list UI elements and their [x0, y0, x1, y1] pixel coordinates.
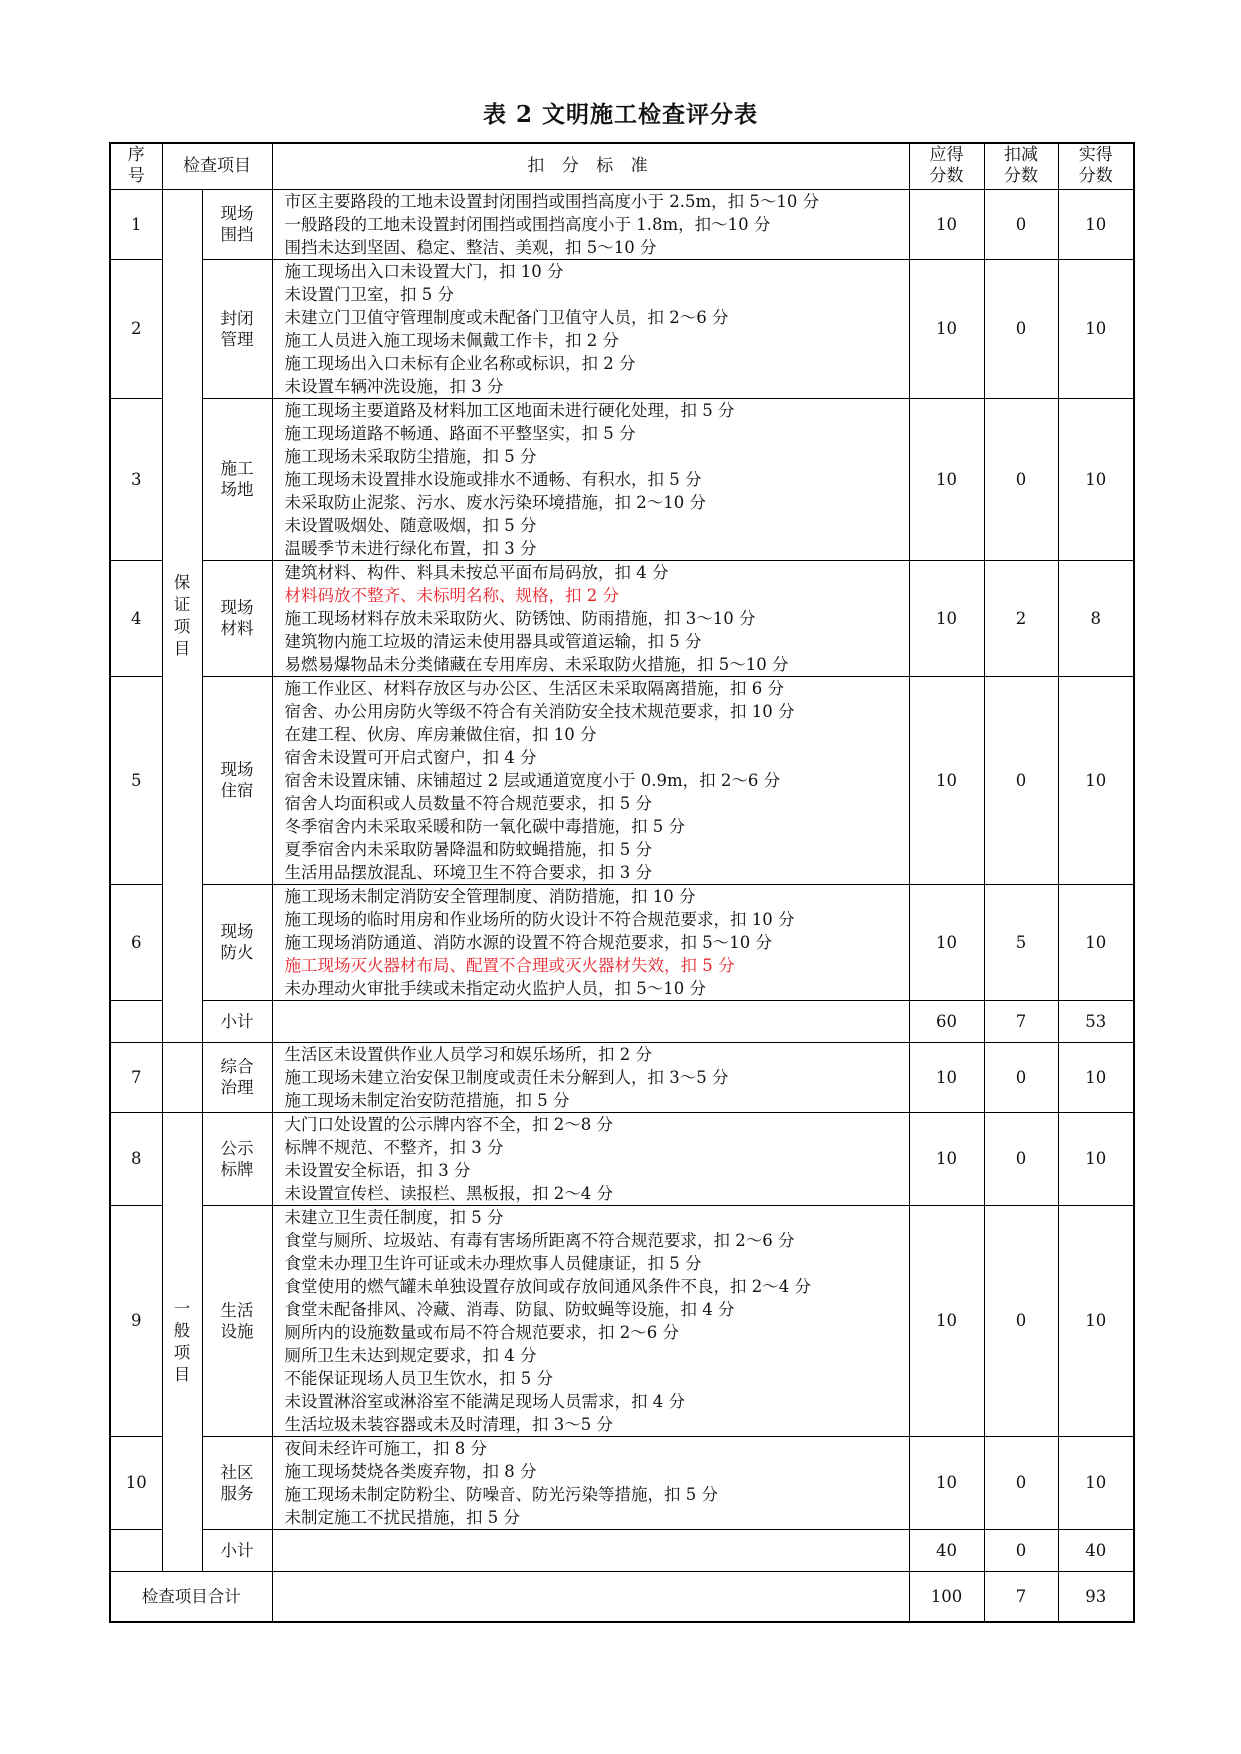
standard-line: 施工现场消防通道、消防水源的设置不符合规范要求，扣 5～10 分 — [284, 932, 772, 952]
standard-line: 不能保证现场人员卫生饮水，扣 5 分 — [284, 1368, 553, 1388]
row-seq: 7 — [110, 1042, 162, 1112]
standard-line: 施工现场未制定防粉尘、防噪音、防光污染等措施，扣 5 分 — [284, 1484, 718, 1504]
standard-line: 生活垃圾未装容器或未及时清理，扣 3～5 分 — [284, 1414, 613, 1434]
row-seq: 2 — [110, 259, 162, 398]
subtotal-standard — [272, 1000, 909, 1042]
standard-line: 施工现场焚烧各类废弃物，扣 8 分 — [284, 1461, 537, 1481]
actual-score: 10 — [1058, 676, 1134, 884]
item-name — [202, 1042, 272, 1112]
standard-line: 施工现场未建立治安保卫制度或责任未分解到人，扣 3～5 分 — [284, 1067, 729, 1087]
item-name — [202, 676, 272, 884]
due-score: 10 — [909, 1112, 984, 1205]
item-name-label: 封闭管理 — [220, 308, 254, 349]
deduction-standards — [272, 189, 909, 259]
item-name — [202, 1436, 272, 1529]
due-score: 10 — [909, 676, 984, 884]
subtotal-label: 小计 — [202, 1000, 272, 1042]
standard-line: 施工作业区、材料存放区与办公区、生活区未采取隔离措施，扣 6 分 — [284, 678, 784, 698]
subtotal-deduct: 0 — [984, 1529, 1058, 1571]
total-actual: 93 — [1058, 1571, 1134, 1622]
standard-line: 冬季宿舍内未采取采暖和防一氧化碳中毒措施，扣 5 分 — [284, 816, 685, 836]
subtotal-due: 60 — [909, 1000, 984, 1042]
total-due: 100 — [909, 1571, 984, 1622]
table-row — [110, 676, 1134, 884]
row-seq: 4 — [110, 560, 162, 676]
group-blank — [162, 1042, 202, 1112]
total-standard — [272, 1571, 909, 1622]
standard-line: 建筑材料、构件、料具未按总平面布局码放，扣 4 分 — [284, 562, 669, 582]
deduction-standards — [272, 259, 909, 398]
subtotal-seq — [110, 1529, 162, 1571]
standard-line: 施工现场未设置排水设施或排水不通畅、有积水，扣 5 分 — [284, 469, 702, 489]
header-seq: 序号 — [110, 143, 162, 189]
standard-line: 宿舍未设置床铺、床铺超过 2 层或通道宽度小于 0.9m，扣 2～6 分 — [284, 770, 781, 790]
due-score: 10 — [909, 189, 984, 259]
item-name-label: 现场围挡 — [220, 204, 254, 244]
standard-line: 施工现场未制定治安防范措施，扣 5 分 — [284, 1090, 570, 1110]
item-name — [202, 560, 272, 676]
standard-line: 建筑物内施工垃圾的清运未使用器具或管道运输，扣 5 分 — [284, 631, 702, 651]
subtotal-row — [110, 1529, 1134, 1571]
actual-score: 10 — [1058, 1112, 1134, 1205]
total-deduct: 7 — [984, 1571, 1058, 1622]
deduct-score: 0 — [984, 1042, 1058, 1112]
due-score: 10 — [909, 398, 984, 560]
subtotal-label: 小计 — [202, 1529, 272, 1571]
subtotal-due: 40 — [909, 1529, 984, 1571]
standard-line: 标牌不规范、不整齐，扣 3 分 — [284, 1137, 504, 1157]
table-row — [110, 1436, 1134, 1529]
standard-line: 宿舍人均面积或人员数量不符合规范要求，扣 5 分 — [284, 793, 652, 813]
table-row — [110, 1205, 1134, 1436]
standard-line: 大门口处设置的公示牌内容不全，扣 2～8 分 — [284, 1114, 613, 1134]
standard-line: 宿舍、办公用房防火等级不符合有关消防安全技术规范要求，扣 10 分 — [284, 701, 795, 721]
item-name — [202, 1112, 272, 1205]
standard-line: 施工现场的临时用房和作业场所的防火设计不符合规范要求，扣 10 分 — [284, 909, 795, 929]
item-name-label: 生活设施 — [220, 1300, 254, 1341]
header-deduct: 扣减分数 — [984, 143, 1058, 189]
deduct-score: 0 — [984, 398, 1058, 560]
score-table — [109, 142, 1135, 1623]
actual-score: 10 — [1058, 259, 1134, 398]
standard-line: 施工现场未采取防尘措施，扣 5 分 — [284, 446, 537, 466]
standard-line: 围挡未达到坚固、稳定、整洁、美观，扣 5～10 分 — [284, 237, 657, 257]
standard-line: 一般路段的工地未设置封闭围挡或围挡高度小于 1.8m，扣～10 分 — [284, 214, 771, 234]
standard-line: 施工现场出入口未设置大门，扣 10 分 — [284, 261, 564, 281]
due-score: 10 — [909, 884, 984, 1000]
header-actual: 实得分数 — [1058, 143, 1134, 189]
deduction-standards — [272, 1042, 909, 1112]
table-row — [110, 1042, 1134, 1112]
item-name-label: 现场防火 — [220, 922, 254, 962]
subtotal-actual: 40 — [1058, 1529, 1134, 1571]
standard-line: 施工现场道路不畅通、路面不平整坚实，扣 5 分 — [284, 423, 636, 443]
row-seq: 8 — [110, 1112, 162, 1205]
standard-line: 未制定施工不扰民措施，扣 5 分 — [284, 1507, 520, 1527]
row-seq: 6 — [110, 884, 162, 1000]
due-score: 10 — [909, 1436, 984, 1529]
standard-line: 生活用品摆放混乱、环境卫生不符合要求，扣 3 分 — [284, 862, 652, 882]
standard-line: 厕所卫生未达到规定要求，扣 4 分 — [284, 1345, 537, 1365]
deduct-score: 5 — [984, 884, 1058, 1000]
header-row — [110, 143, 1134, 189]
item-name — [202, 398, 272, 560]
table-row — [110, 884, 1134, 1000]
group-general-label: 一般项目 — [173, 1298, 191, 1384]
item-name-label: 公示标牌 — [220, 1138, 254, 1179]
header-due: 应得分数 — [909, 143, 984, 189]
item-name-label: 现场材料 — [220, 598, 254, 638]
standard-line: 未设置车辆冲洗设施，扣 3 分 — [284, 376, 504, 396]
table-row — [110, 398, 1134, 560]
subtotal-row — [110, 1000, 1134, 1042]
item-name-label: 综合治理 — [220, 1057, 254, 1097]
item-name — [202, 259, 272, 398]
actual-score: 8 — [1058, 560, 1134, 676]
standard-line: 未办理动火审批手续或未指定动火监护人员，扣 5～10 分 — [284, 978, 706, 998]
standard-line: 温暖季节未进行绿化布置，扣 3 分 — [284, 538, 537, 558]
subtotal-actual: 53 — [1058, 1000, 1134, 1042]
actual-score: 10 — [1058, 1436, 1134, 1529]
standard-line: 施工现场材料存放未采取防火、防锈蚀、防雨措施，扣 3～10 分 — [284, 608, 756, 628]
standard-line: 施工现场出入口未标有企业名称或标识，扣 2 分 — [284, 353, 636, 373]
item-name — [202, 189, 272, 259]
standard-line: 生活区未设置供作业人员学习和娱乐场所，扣 2 分 — [284, 1044, 652, 1064]
deduct-score: 0 — [984, 1205, 1058, 1436]
group-general — [162, 1112, 202, 1571]
deduction-standards — [272, 1112, 909, 1205]
due-score: 10 — [909, 259, 984, 398]
standard-line: 未设置门卫室，扣 5 分 — [284, 284, 454, 304]
deduction-standards — [272, 676, 909, 884]
subtotal-deduct: 7 — [984, 1000, 1058, 1042]
row-seq: 3 — [110, 398, 162, 560]
deduction-standards — [272, 398, 909, 560]
standard-line: 施工现场主要道路及材料加工区地面未进行硬化处理，扣 5 分 — [284, 400, 735, 420]
table-row — [110, 189, 1134, 259]
row-seq: 1 — [110, 189, 162, 259]
standard-line: 未建立门卫值守管理制度或未配备门卫值守人员，扣 2～6 分 — [284, 307, 729, 327]
standard-line: 未建立卫生责任制度，扣 5 分 — [284, 1207, 504, 1227]
row-seq: 9 — [110, 1205, 162, 1436]
actual-score: 10 — [1058, 1042, 1134, 1112]
standard-line: 食堂使用的燃气罐未单独设置存放间或存放间通风条件不良，扣 2～4 分 — [284, 1276, 811, 1296]
deduction-standards — [272, 1436, 909, 1529]
item-name-label: 现场住宿 — [220, 760, 254, 800]
deduct-score: 0 — [984, 189, 1058, 259]
standard-line: 厕所内的设施数量或布局不符合规范要求，扣 2～6 分 — [284, 1322, 679, 1342]
standard-line: 夏季宿舍内未采取防暑降温和防蚊蝇措施，扣 5 分 — [284, 839, 652, 859]
standard-line: 夜间未经许可施工，扣 8 分 — [284, 1438, 487, 1458]
actual-score: 10 — [1058, 1205, 1134, 1436]
standard-line: 市区主要路段的工地未设置封闭围挡或围挡高度小于 2.5m，扣 5～10 分 — [284, 191, 820, 211]
deduct-score: 0 — [984, 1112, 1058, 1205]
deduction-standards — [272, 1205, 909, 1436]
header-standard: 扣 分 标 准 — [272, 143, 909, 189]
due-score: 10 — [909, 1042, 984, 1112]
deduct-score: 0 — [984, 1436, 1058, 1529]
standard-line: 未设置宣传栏、读报栏、黑板报，扣 2～4 分 — [284, 1183, 613, 1203]
deduct-score: 0 — [984, 259, 1058, 398]
group-guarantee-label: 保证项目 — [173, 572, 191, 658]
header-item: 检查项目 — [162, 143, 272, 189]
standard-line-highlighted: 材料码放不整齐、未标明名称、规格，扣 2 分 — [284, 585, 619, 605]
standard-line: 宿舍未设置可开启式窗户，扣 4 分 — [284, 747, 537, 767]
total-label: 检查项目合计 — [110, 1571, 272, 1622]
actual-score: 10 — [1058, 884, 1134, 1000]
page-title: 表 2 文明施工检查评分表 — [482, 101, 759, 128]
due-score: 10 — [909, 1205, 984, 1436]
item-name-label: 社区服务 — [220, 1462, 254, 1503]
total-row — [110, 1571, 1134, 1622]
standard-line: 未设置淋浴室或淋浴室不能满足现场人员需求，扣 4 分 — [284, 1391, 685, 1411]
due-score: 10 — [909, 560, 984, 676]
deduct-score: 2 — [984, 560, 1058, 676]
item-name — [202, 884, 272, 1000]
standard-line: 易燃易爆物品未分类储藏在专用库房、未采取防火措施，扣 5～10 分 — [284, 654, 789, 674]
standard-line: 在建工程、伙房、库房兼做住宿，扣 10 分 — [284, 724, 597, 744]
group-guarantee — [162, 189, 202, 1042]
actual-score: 10 — [1058, 398, 1134, 560]
standard-line: 食堂与厕所、垃圾站、有毒有害场所距离不符合规范要求，扣 2～6 分 — [284, 1230, 795, 1250]
standard-line: 未设置吸烟处、随意吸烟，扣 5 分 — [284, 515, 537, 535]
standard-line: 施工人员进入施工现场未佩戴工作卡，扣 2 分 — [284, 330, 619, 350]
table-row — [110, 259, 1134, 398]
item-name-label: 施工场地 — [220, 459, 254, 499]
subtotal-seq — [110, 1000, 162, 1042]
deduction-standards — [272, 560, 909, 676]
row-seq: 5 — [110, 676, 162, 884]
standard-line: 施工现场未制定消防安全管理制度、消防措施，扣 10 分 — [284, 886, 696, 906]
standard-line: 食堂未配备排风、冷藏、消毒、防鼠、防蚊蝇等设施，扣 4 分 — [284, 1299, 735, 1319]
standard-line: 食堂未办理卫生许可证或未办理炊事人员健康证，扣 5 分 — [284, 1253, 702, 1273]
standard-line-highlighted: 施工现场灭火器材布局、配置不合理或灭火器材失效，扣 5 分 — [284, 955, 735, 975]
deduct-score: 0 — [984, 676, 1058, 884]
deduction-standards — [272, 884, 909, 1000]
table-row — [110, 560, 1134, 676]
actual-score: 10 — [1058, 189, 1134, 259]
subtotal-standard — [272, 1529, 909, 1571]
standard-line: 未设置安全标语，扣 3 分 — [284, 1160, 471, 1180]
row-seq: 10 — [110, 1436, 162, 1529]
standard-line: 未采取防止泥浆、污水、废水污染环境措施，扣 2～10 分 — [284, 492, 706, 512]
table-row — [110, 1112, 1134, 1205]
item-name — [202, 1205, 272, 1436]
